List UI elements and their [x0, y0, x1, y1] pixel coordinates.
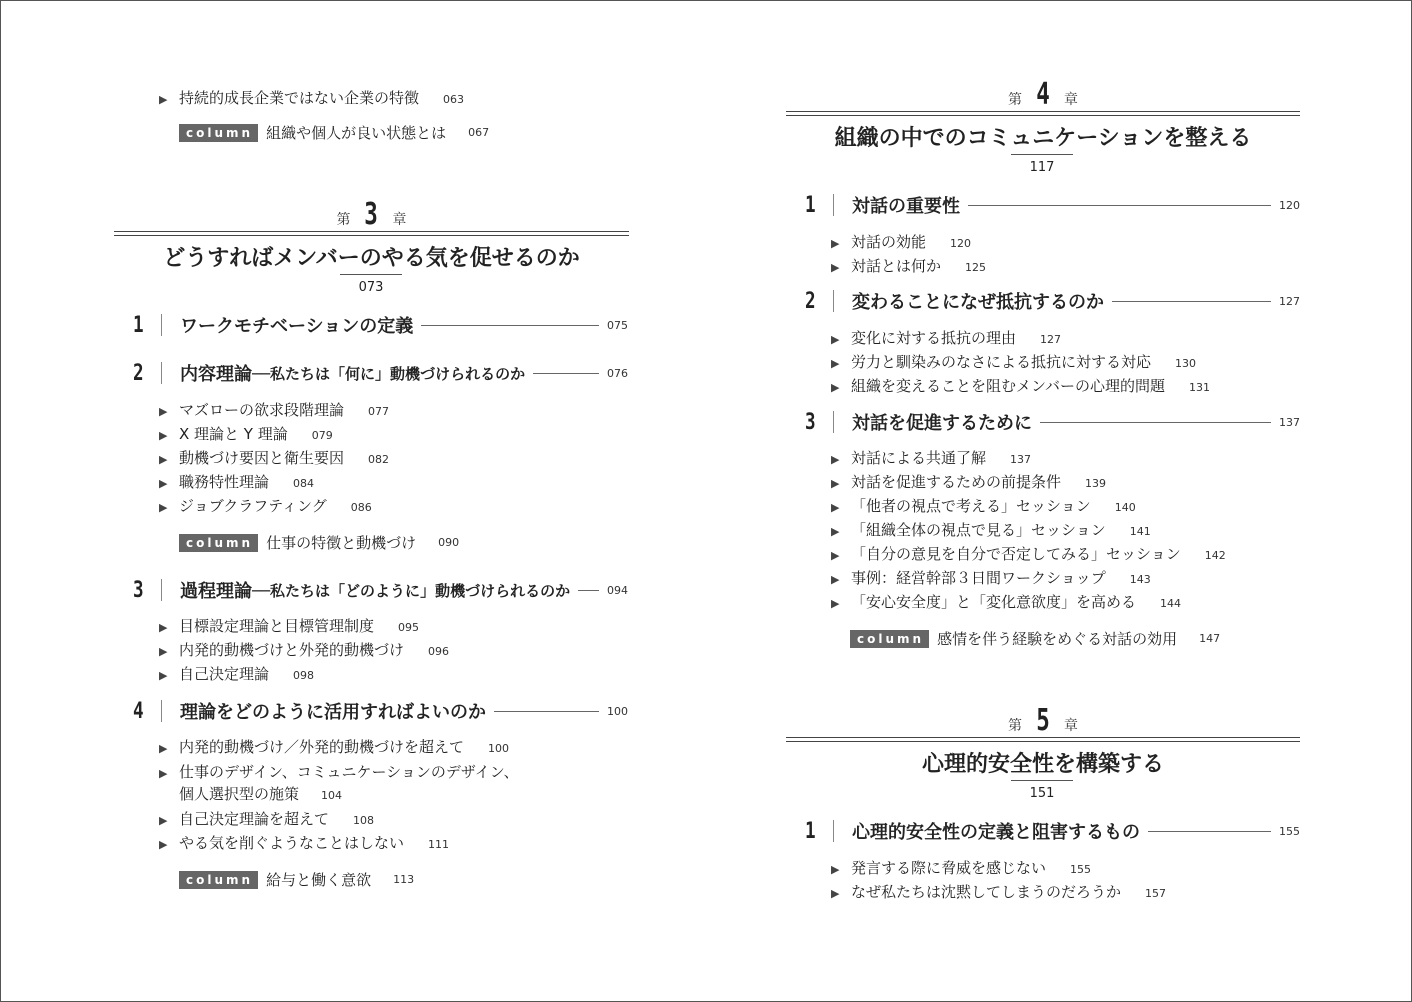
- chapter-number: 3: [364, 197, 379, 232]
- toc-item[interactable]: ▶ 内発的動機づけと外発的動機づけ 096: [159, 641, 450, 659]
- bullet-triangle-icon: ▶: [831, 453, 840, 466]
- chapter-title[interactable]: どうすればメンバーのやる気を促せるのか: [163, 246, 580, 271]
- bullet-triangle-icon: ▶: [831, 237, 840, 250]
- column-badge: column: [179, 124, 258, 142]
- section-divider: [833, 194, 834, 216]
- bullet-triangle-icon: ▶: [831, 863, 840, 876]
- bullet-triangle-icon: ▶: [831, 573, 840, 586]
- toc-item[interactable]: ▶ 「組織全体の視点で見る」セッション 141: [831, 521, 1151, 539]
- bullet-triangle-icon: ▶: [831, 261, 840, 274]
- leader-line: [578, 590, 599, 591]
- section-number: 2: [805, 288, 816, 314]
- section-number: 1: [133, 312, 144, 338]
- bullet-triangle-icon: ▶: [159, 501, 168, 514]
- toc-item[interactable]: ▶ 「自分の意見を自分で否定してみる」セッション 142: [831, 545, 1226, 563]
- bullet-triangle-icon: ▶: [831, 477, 840, 490]
- chapter-title[interactable]: 組織の中でのコミュニケーションを整える: [834, 126, 1252, 151]
- toc-item[interactable]: ▶ 対話による共通了解 137: [831, 449, 1032, 467]
- toc-item[interactable]: ▶ 職務特性理論 084: [159, 473, 315, 491]
- section-heading[interactable]: 1 ワークモチベーションの定義 075: [133, 312, 628, 338]
- toc-item[interactable]: ▶ X 理論と Y 理論 079: [159, 425, 333, 443]
- toc-item[interactable]: ▶ 組織を変えることを阻むメンバーの心理的問題 131: [831, 377, 1210, 395]
- bullet-triangle-icon: ▶: [831, 381, 840, 394]
- section-heading[interactable]: 2 内容理論 ──私たちは「何に」動機づけられるのか 076: [133, 360, 628, 386]
- bullet-triangle-icon: ▶: [159, 405, 168, 418]
- section-divider: [833, 290, 834, 312]
- bullet-triangle-icon: ▶: [159, 621, 168, 634]
- chapter-title-underline: [340, 274, 402, 275]
- bullet-triangle-icon: ▶: [159, 838, 168, 851]
- toc-item[interactable]: ▶ 事例：経営幹部３日間ワークショップ 143: [831, 569, 1151, 587]
- bullet-triangle-icon: ▶: [831, 501, 840, 514]
- leader-line: [494, 711, 599, 712]
- leader-line: [1112, 301, 1271, 302]
- section-divider: [161, 700, 162, 722]
- bullet-triangle-icon: ▶: [159, 814, 168, 827]
- chapter-title-underline: [1011, 780, 1073, 781]
- toc-item-continuation[interactable]: 個人選択型の施策 104: [179, 785, 343, 803]
- section-number: 1: [805, 192, 816, 218]
- toc-item[interactable]: ▶ ジョブクラフティング 086: [159, 497, 372, 515]
- column-badge: column: [179, 534, 258, 552]
- bullet-triangle-icon: ▶: [159, 453, 168, 466]
- toc-item[interactable]: ▶ やる気を削ぐようなことはしない 111: [159, 834, 450, 852]
- bullet-triangle-icon: ▶: [831, 357, 840, 370]
- chapter-double-rule: [786, 111, 1300, 116]
- leader-line: [421, 325, 599, 326]
- chapter-title-underline: [1011, 154, 1073, 155]
- leader-line: [1148, 831, 1271, 832]
- section-heading[interactable]: 3 過程理論 ──私たちは「どのように」動機づけられるのか 094: [133, 577, 628, 603]
- column-badge: column: [850, 630, 929, 648]
- bullet-triangle-icon: ▶: [159, 93, 168, 106]
- bullet-triangle-icon: ▶: [831, 333, 840, 346]
- chapter-label: 第 4 章: [1007, 77, 1079, 112]
- column-badge: column: [179, 871, 258, 889]
- column-item[interactable]: column 感情を伴う経験をめぐる対話の効用 147: [850, 628, 1220, 649]
- toc-item[interactable]: ▶ 仕事のデザイン、コミュニケーションのデザイン、: [159, 763, 519, 781]
- section-divider: [161, 314, 162, 336]
- chapter-page: 117: [1029, 160, 1055, 175]
- leader-line: [533, 373, 599, 374]
- section-heading[interactable]: 3 対話を促進するために 137: [805, 409, 1300, 435]
- toc-item[interactable]: ▶ 動機づけ要因と衛生要因 082: [159, 449, 390, 467]
- section-divider: [833, 411, 834, 433]
- toc-item[interactable]: ▶ 自己決定理論 098: [159, 665, 315, 683]
- bullet-triangle-icon: ▶: [159, 742, 168, 755]
- bullet-triangle-icon: ▶: [159, 645, 168, 658]
- toc-item[interactable]: ▶ 持続的成長企業ではない企業の特徴 063: [159, 89, 465, 107]
- section-number: 3: [805, 409, 816, 435]
- bullet-triangle-icon: ▶: [831, 887, 840, 900]
- chapter-double-rule: [114, 231, 629, 236]
- chapter-title[interactable]: 心理的安全性を構築する: [921, 752, 1164, 777]
- bullet-triangle-icon: ▶: [159, 477, 168, 490]
- toc-item[interactable]: ▶ 対話とは何か 125: [831, 257, 987, 275]
- toc-item[interactable]: ▶ マズローの欲求段階理論 077: [159, 401, 390, 419]
- chapter-page: 073: [358, 280, 384, 295]
- toc-item[interactable]: ▶ 「安心安全度」と「変化意欲度」を高める 144: [831, 593, 1182, 611]
- toc-item[interactable]: ▶ 内発的動機づけ／外発的動機づけを超えて 100: [159, 738, 510, 756]
- section-heading[interactable]: 2 変わることになぜ抵抗するのか 127: [805, 288, 1300, 314]
- leader-line: [968, 205, 1271, 206]
- toc-item[interactable]: ▶ なぜ私たちは沈黙してしまうのだろうか 157: [831, 883, 1167, 901]
- section-number: 4: [133, 698, 144, 724]
- toc-item[interactable]: ▶ 労力と馴染みのなさによる抵抗に対する対応 130: [831, 353, 1197, 371]
- toc-item[interactable]: ▶ 自己決定理論を超えて 108: [159, 810, 375, 828]
- toc-item[interactable]: ▶ 変化に対する抵抗の理由 127: [831, 329, 1062, 347]
- bullet-triangle-icon: ▶: [159, 669, 168, 682]
- section-divider: [161, 362, 162, 384]
- section-number: 1: [805, 818, 816, 844]
- bullet-triangle-icon: ▶: [159, 767, 168, 780]
- chapter-number: 5: [1036, 703, 1050, 738]
- leader-line: [1040, 422, 1271, 423]
- bullet-triangle-icon: ▶: [831, 597, 840, 610]
- toc-item[interactable]: ▶ 対話を促進するための前提条件 139: [831, 473, 1107, 491]
- toc-item[interactable]: ▶ 目標設定理論と目標管理制度 095: [159, 617, 420, 635]
- section-heading[interactable]: 1 対話の重要性 120: [805, 192, 1300, 218]
- section-divider: [833, 820, 834, 842]
- chapter-label: 第 3 章: [336, 197, 407, 232]
- chapter-page: 151: [1029, 786, 1055, 801]
- section-heading[interactable]: 4 理論をどのように活用すればよいのか 100: [133, 698, 628, 724]
- bullet-triangle-icon: ▶: [159, 429, 168, 442]
- column-item[interactable]: column 給与と働く意欲 113: [179, 869, 414, 890]
- section-number: 2: [133, 360, 144, 386]
- chapter-double-rule: [786, 737, 1300, 742]
- column-item[interactable]: column 組織や個人が良い状態とは 067: [179, 122, 489, 143]
- toc-item[interactable]: ▶ 発言する際に脅威を感じない 155: [831, 859, 1092, 877]
- section-number: 3: [133, 577, 144, 603]
- bullet-triangle-icon: ▶: [831, 525, 840, 538]
- toc-item[interactable]: ▶ 対話の効能 120: [831, 233, 972, 251]
- section-heading[interactable]: 1 心理的安全性の定義と阻害するもの 155: [805, 818, 1300, 844]
- bullet-triangle-icon: ▶: [831, 549, 840, 562]
- section-divider: [161, 579, 162, 601]
- column-item[interactable]: column 仕事の特徴と動機づけ 090: [179, 532, 459, 553]
- toc-item[interactable]: ▶ 「他者の視点で考える」セッション 140: [831, 497, 1136, 515]
- chapter-number: 4: [1036, 77, 1050, 112]
- chapter-label: 第 5 章: [1007, 703, 1079, 738]
